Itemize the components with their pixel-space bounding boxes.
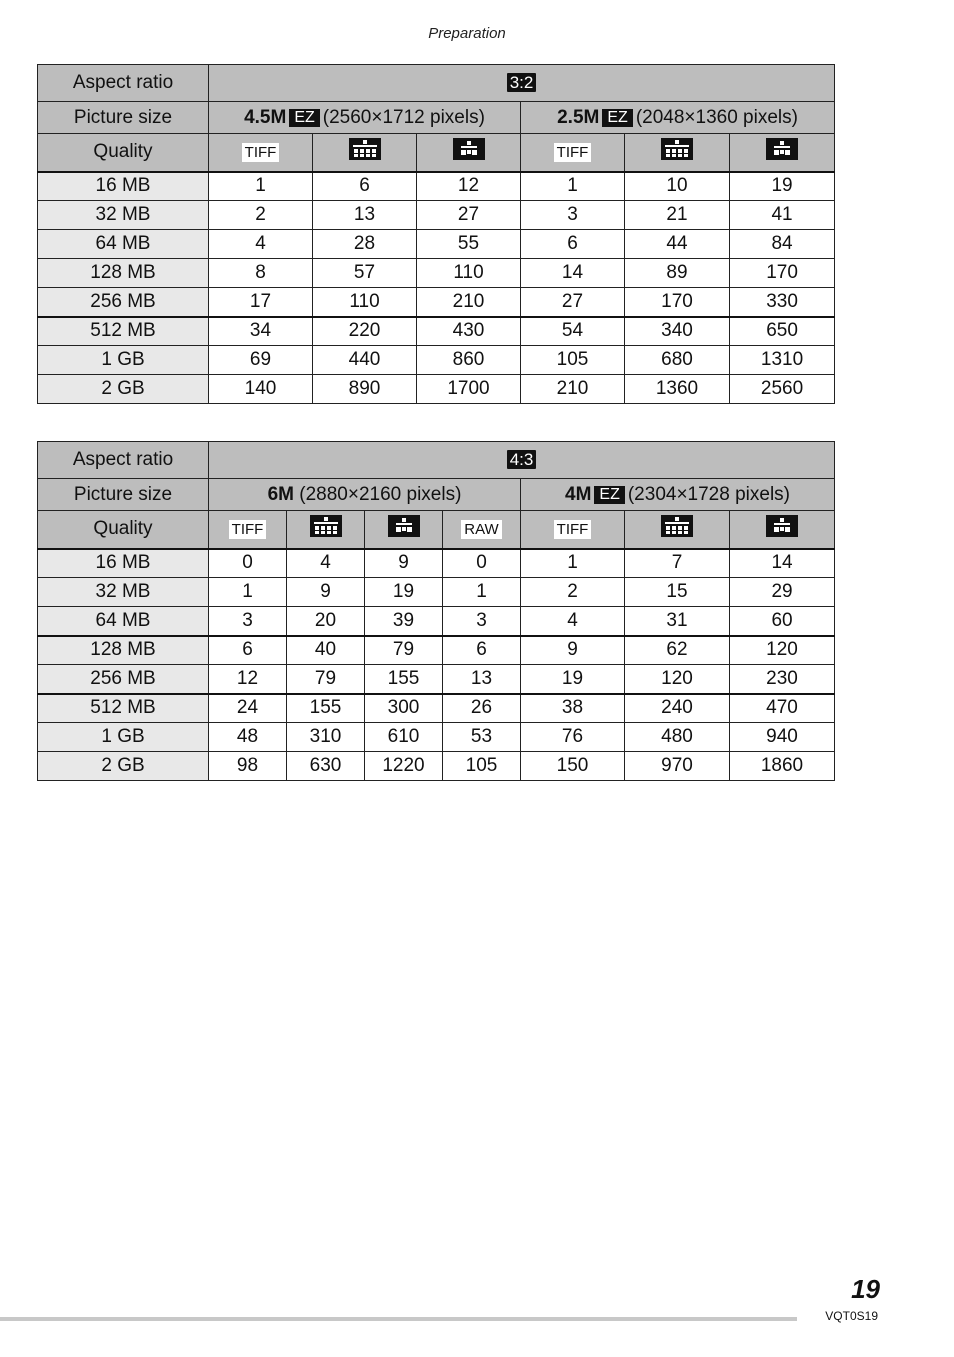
picture-count-cell: 13: [443, 665, 521, 694]
picture-count-cell: 21: [625, 201, 730, 230]
aspect-ratio-cell: [209, 65, 835, 102]
ez-badge: EZ: [594, 486, 624, 504]
picture-size-pixels: (2560×1712 pixels): [322, 106, 485, 128]
picture-count-cell: 230: [730, 665, 835, 694]
table-row: [38, 346, 835, 375]
table-row: [38, 636, 835, 665]
card-capacity-label: 128 MB: [38, 259, 209, 288]
picture-size-cell: [521, 102, 835, 134]
picture-count-cell: 20: [287, 607, 365, 636]
picture-count-cell: 57: [313, 259, 417, 288]
tiff-quality-label: TIFF: [242, 143, 280, 162]
picture-count-cell: 39: [365, 607, 443, 636]
picture-size-pixels: (2048×1360 pixels): [635, 106, 798, 128]
ez-badge: EZ: [602, 109, 632, 127]
standard-quality-icon: [453, 138, 485, 166]
picture-count-cell: 1360: [625, 375, 730, 404]
card-capacity-label: 64 MB: [38, 607, 209, 636]
picture-count-cell: 15: [625, 578, 730, 607]
picture-count-cell: 9: [521, 636, 625, 665]
picture-size-value: 2.5M: [557, 106, 600, 128]
picture-size-cell: [521, 479, 835, 511]
fine-quality-icon: [661, 138, 693, 166]
tiff-quality-label: TIFF: [554, 143, 592, 162]
picture-count-cell: 610: [365, 723, 443, 752]
picture-count-cell: 1860: [730, 752, 835, 781]
table-row: [38, 578, 835, 607]
page-number: 19: [851, 1274, 880, 1304]
picture-count-cell: 220: [313, 317, 417, 346]
picture-count-cell: 480: [625, 723, 730, 752]
picture-size-cell: [209, 479, 521, 511]
picture-count-cell: 60: [730, 607, 835, 636]
picture-count-cell: 13: [313, 201, 417, 230]
picture-count-cell: 940: [730, 723, 835, 752]
picture-count-cell: 17: [209, 288, 313, 317]
picture-count-cell: 1: [521, 172, 625, 201]
picture-count-cell: 170: [730, 259, 835, 288]
picture-count-cell: 890: [313, 375, 417, 404]
picture-count-cell: 240: [625, 694, 730, 723]
card-capacity-label: 2 GB: [38, 752, 209, 781]
fine-quality-icon: [310, 515, 342, 543]
picture-count-cell: 19: [521, 665, 625, 694]
table-row: [38, 694, 835, 723]
picture-count-cell: 41: [730, 201, 835, 230]
card-capacity-label: 32 MB: [38, 201, 209, 230]
picture-size-cell: [209, 102, 521, 134]
card-capacity-label: 64 MB: [38, 230, 209, 259]
picture-count-cell: 10: [625, 172, 730, 201]
picture-count-cell: 89: [625, 259, 730, 288]
picture-count-cell: 12: [417, 172, 521, 201]
picture-count-cell: 310: [287, 723, 365, 752]
picture-count-cell: 110: [313, 288, 417, 317]
picture-count-cell: 98: [209, 752, 287, 781]
capacity-table-3-2: [37, 64, 835, 404]
ez-badge: EZ: [289, 109, 319, 127]
picture-count-cell: 0: [209, 549, 287, 578]
picture-count-cell: 14: [730, 549, 835, 578]
standard-quality-icon: [766, 138, 798, 166]
picture-count-cell: 3: [209, 607, 287, 636]
fine-quality-icon: [349, 138, 381, 166]
picture-count-cell: 3: [443, 607, 521, 636]
table-row: [38, 317, 835, 346]
aspect-ratio-badge: 3:2: [507, 73, 537, 92]
quality-cell: [209, 511, 287, 549]
table-row: [38, 259, 835, 288]
capacity-table-4-3: [37, 441, 835, 781]
picture-count-cell: 84: [730, 230, 835, 259]
picture-count-cell: 330: [730, 288, 835, 317]
picture-count-cell: 44: [625, 230, 730, 259]
picture-count-cell: 24: [209, 694, 287, 723]
picture-count-cell: 9: [287, 578, 365, 607]
picture-count-cell: 27: [521, 288, 625, 317]
picture-count-cell: 2560: [730, 375, 835, 404]
picture-count-cell: 1: [443, 578, 521, 607]
picture-size-pixels: (2880×2160 pixels): [299, 483, 462, 505]
picture-count-cell: 34: [209, 317, 313, 346]
table-row: [38, 172, 835, 201]
picture-count-cell: 38: [521, 694, 625, 723]
picture-count-cell: 6: [443, 636, 521, 665]
table-row: [38, 549, 835, 578]
picture-count-cell: 7: [625, 549, 730, 578]
picture-count-cell: 27: [417, 201, 521, 230]
picture-count-cell: 6: [521, 230, 625, 259]
picture-count-cell: 40: [287, 636, 365, 665]
picture-count-cell: 3: [521, 201, 625, 230]
card-capacity-label: 2 GB: [38, 375, 209, 404]
table-row: [38, 201, 835, 230]
quality-cell: [730, 511, 835, 549]
picture-size-label: Picture size: [38, 102, 209, 134]
card-capacity-label: 512 MB: [38, 694, 209, 723]
card-capacity-label: 16 MB: [38, 172, 209, 201]
table-row: [38, 723, 835, 752]
aspect-ratio-cell: [209, 442, 835, 479]
picture-count-cell: 26: [443, 694, 521, 723]
picture-count-cell: 970: [625, 752, 730, 781]
fine-quality-icon: [661, 515, 693, 543]
picture-count-cell: 680: [625, 346, 730, 375]
picture-count-cell: 79: [287, 665, 365, 694]
quality-cell: [625, 511, 730, 549]
picture-count-cell: 340: [625, 317, 730, 346]
picture-count-cell: 300: [365, 694, 443, 723]
picture-count-cell: 19: [365, 578, 443, 607]
picture-count-cell: 0: [443, 549, 521, 578]
quality-cell: [521, 511, 625, 549]
card-capacity-label: 16 MB: [38, 549, 209, 578]
raw-quality-label: RAW: [461, 520, 501, 539]
tiff-quality-label: TIFF: [554, 520, 592, 539]
picture-count-cell: 1220: [365, 752, 443, 781]
quality-cell: [365, 511, 443, 549]
quality-cell: [521, 134, 625, 172]
picture-size-value: 4.5M: [244, 106, 287, 128]
picture-count-cell: 430: [417, 317, 521, 346]
picture-count-cell: 55: [417, 230, 521, 259]
card-capacity-label: 256 MB: [38, 665, 209, 694]
table-row: [38, 752, 835, 781]
picture-size-label: Picture size: [38, 479, 209, 511]
picture-count-cell: 62: [625, 636, 730, 665]
picture-count-cell: 6: [313, 172, 417, 201]
picture-count-cell: 860: [417, 346, 521, 375]
picture-count-cell: 9: [365, 549, 443, 578]
aspect-ratio-label: Aspect ratio: [38, 442, 209, 479]
picture-count-cell: 105: [443, 752, 521, 781]
standard-quality-icon: [766, 515, 798, 543]
picture-count-cell: 1: [521, 549, 625, 578]
picture-count-cell: 210: [417, 288, 521, 317]
picture-count-cell: 140: [209, 375, 313, 404]
picture-size-pixels: (2304×1728 pixels): [627, 483, 790, 505]
aspect-ratio-badge: 4:3: [507, 450, 537, 469]
table-row: [38, 230, 835, 259]
card-capacity-label: 1 GB: [38, 723, 209, 752]
table-row: [38, 375, 835, 404]
table-row: [38, 288, 835, 317]
picture-count-cell: 14: [521, 259, 625, 288]
picture-size-value: 4M: [565, 483, 592, 505]
picture-count-cell: 6: [209, 636, 287, 665]
aspect-ratio-label: Aspect ratio: [38, 65, 209, 102]
picture-count-cell: 69: [209, 346, 313, 375]
quality-label: Quality: [38, 134, 209, 172]
picture-count-cell: 4: [209, 230, 313, 259]
picture-count-cell: 4: [521, 607, 625, 636]
quality-cell: [443, 511, 521, 549]
picture-count-cell: 1: [209, 172, 313, 201]
picture-count-cell: 170: [625, 288, 730, 317]
standard-quality-icon: [388, 515, 420, 543]
picture-count-cell: 19: [730, 172, 835, 201]
picture-count-cell: 79: [365, 636, 443, 665]
card-capacity-label: 32 MB: [38, 578, 209, 607]
picture-count-cell: 1700: [417, 375, 521, 404]
picture-count-cell: 120: [730, 636, 835, 665]
card-capacity-label: 512 MB: [38, 317, 209, 346]
table-row: [38, 665, 835, 694]
picture-count-cell: 210: [521, 375, 625, 404]
picture-count-cell: 76: [521, 723, 625, 752]
picture-count-cell: 155: [287, 694, 365, 723]
picture-count-cell: 470: [730, 694, 835, 723]
picture-count-cell: 54: [521, 317, 625, 346]
picture-count-cell: 1310: [730, 346, 835, 375]
picture-count-cell: 53: [443, 723, 521, 752]
picture-count-cell: 120: [625, 665, 730, 694]
picture-count-cell: 110: [417, 259, 521, 288]
picture-count-cell: 2: [521, 578, 625, 607]
quality-cell: [287, 511, 365, 549]
picture-count-cell: 440: [313, 346, 417, 375]
picture-count-cell: 48: [209, 723, 287, 752]
table-row: [38, 607, 835, 636]
footer-bar: [0, 1317, 797, 1321]
quality-cell: [209, 134, 313, 172]
picture-size-value: 6M: [267, 483, 294, 505]
quality-label: Quality: [38, 511, 209, 549]
picture-count-cell: 4: [287, 549, 365, 578]
picture-count-cell: 29: [730, 578, 835, 607]
card-capacity-label: 1 GB: [38, 346, 209, 375]
picture-count-cell: 31: [625, 607, 730, 636]
quality-cell: [625, 134, 730, 172]
quality-cell: [730, 134, 835, 172]
quality-cell: [313, 134, 417, 172]
picture-count-cell: 12: [209, 665, 287, 694]
picture-count-cell: 1: [209, 578, 287, 607]
picture-count-cell: 155: [365, 665, 443, 694]
section-header: Preparation: [428, 25, 506, 42]
picture-count-cell: 28: [313, 230, 417, 259]
quality-cell: [417, 134, 521, 172]
picture-count-cell: 2: [209, 201, 313, 230]
card-capacity-label: 128 MB: [38, 636, 209, 665]
picture-count-cell: 150: [521, 752, 625, 781]
document-code: VQT0S19: [825, 1309, 878, 1323]
picture-count-cell: 650: [730, 317, 835, 346]
picture-count-cell: 105: [521, 346, 625, 375]
picture-count-cell: 8: [209, 259, 313, 288]
tiff-quality-label: TIFF: [229, 520, 267, 539]
card-capacity-label: 256 MB: [38, 288, 209, 317]
picture-count-cell: 630: [287, 752, 365, 781]
